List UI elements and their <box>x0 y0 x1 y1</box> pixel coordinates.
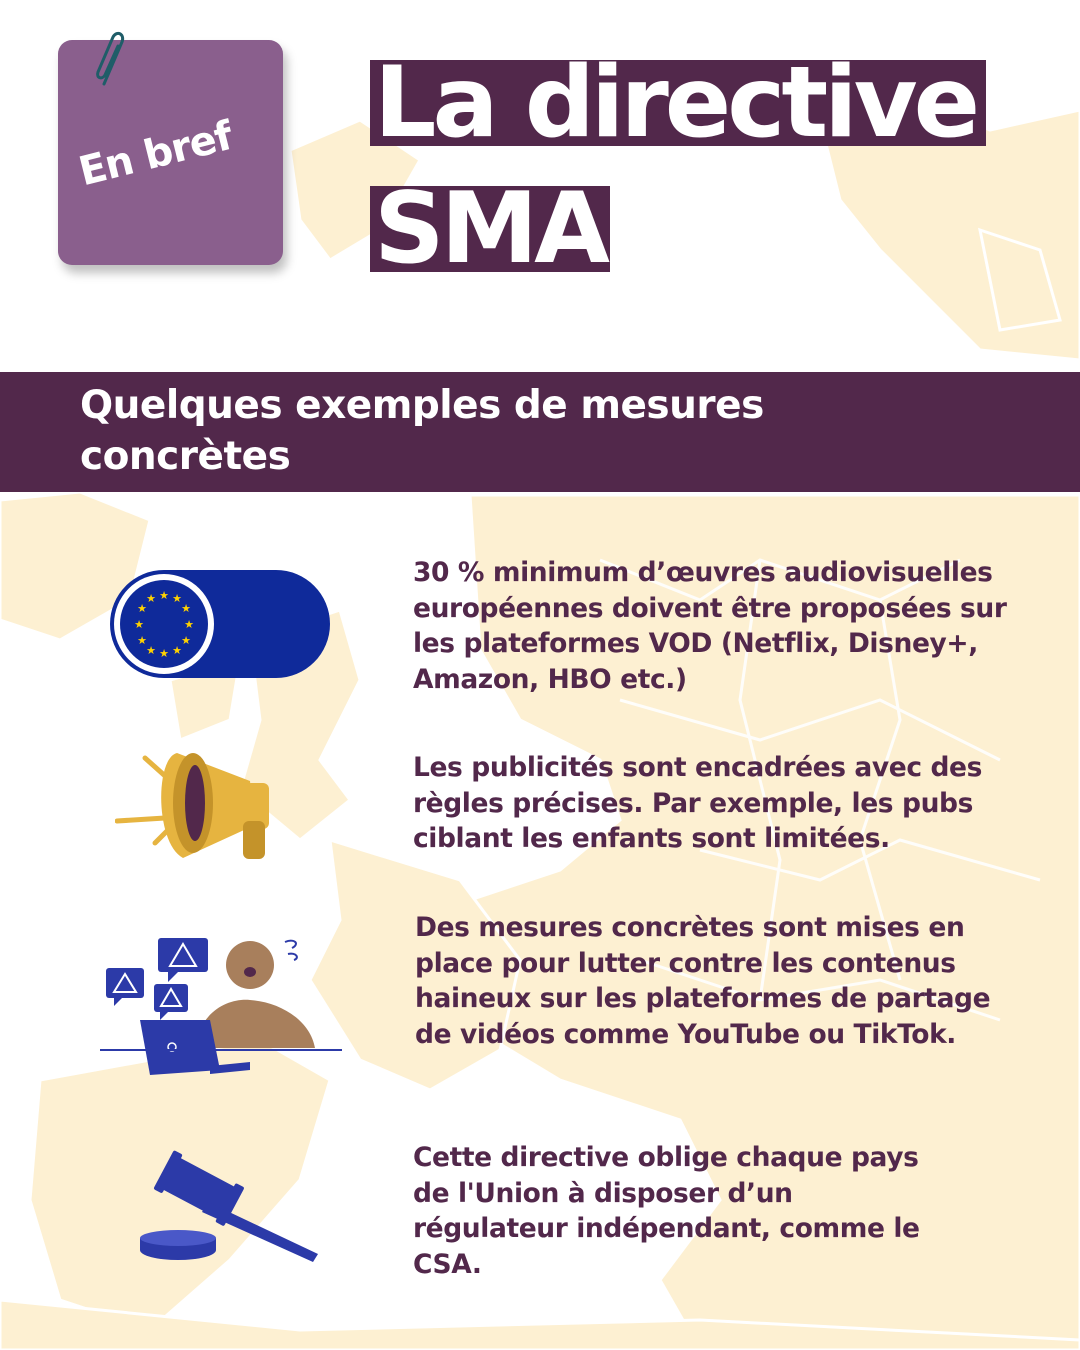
section-heading: Quelques exemples de mesures concrètes <box>80 383 764 479</box>
item-text-regulator: Cette directive oblige chaque pays de l'Union à disposer d’un régulateur indépendant, comme le CSA. <box>413 1142 920 1280</box>
svg-text:★: ★ <box>159 647 169 660</box>
svg-text:★: ★ <box>146 592 156 605</box>
svg-text:★: ★ <box>184 618 194 631</box>
svg-text:★: ★ <box>146 644 156 657</box>
title-line-2: SMA <box>370 186 610 272</box>
svg-text:★: ★ <box>181 602 191 615</box>
item-text-vod: 30 % minimum d’œuvres audiovisuelles européennes doivent être proposées sur les plateformes VOD (Netflix, Disney+, Amazon, HBO etc.) <box>413 557 1007 695</box>
section-band <box>0 372 1080 492</box>
hate-content-warning-icon <box>100 930 345 1080</box>
megaphone-icon <box>115 733 285 868</box>
eu-toggle-icon <box>108 568 332 680</box>
gavel-icon <box>138 1150 323 1270</box>
item-text-hate-content: Des mesures concrètes sont mises en place pour lutter contre les contenus haineux sur les plateformes de partage de vidéos comme YouTube ou TikTok. <box>415 912 991 1050</box>
svg-text:★: ★ <box>159 589 169 602</box>
note-label: En bref <box>74 113 237 196</box>
svg-text:★: ★ <box>137 634 147 647</box>
paperclip-icon <box>92 28 132 88</box>
svg-text:★: ★ <box>137 602 147 615</box>
svg-text:★: ★ <box>172 644 182 657</box>
svg-text:★: ★ <box>181 634 191 647</box>
item-text-ads: Les publicités sont encadrées avec des règles précises. Par exemple, les pubs ciblant les enfants sont limitées. <box>413 752 982 854</box>
svg-text:★: ★ <box>134 618 144 631</box>
title-line-1: La directive <box>370 60 986 146</box>
svg-text:★: ★ <box>172 592 182 605</box>
